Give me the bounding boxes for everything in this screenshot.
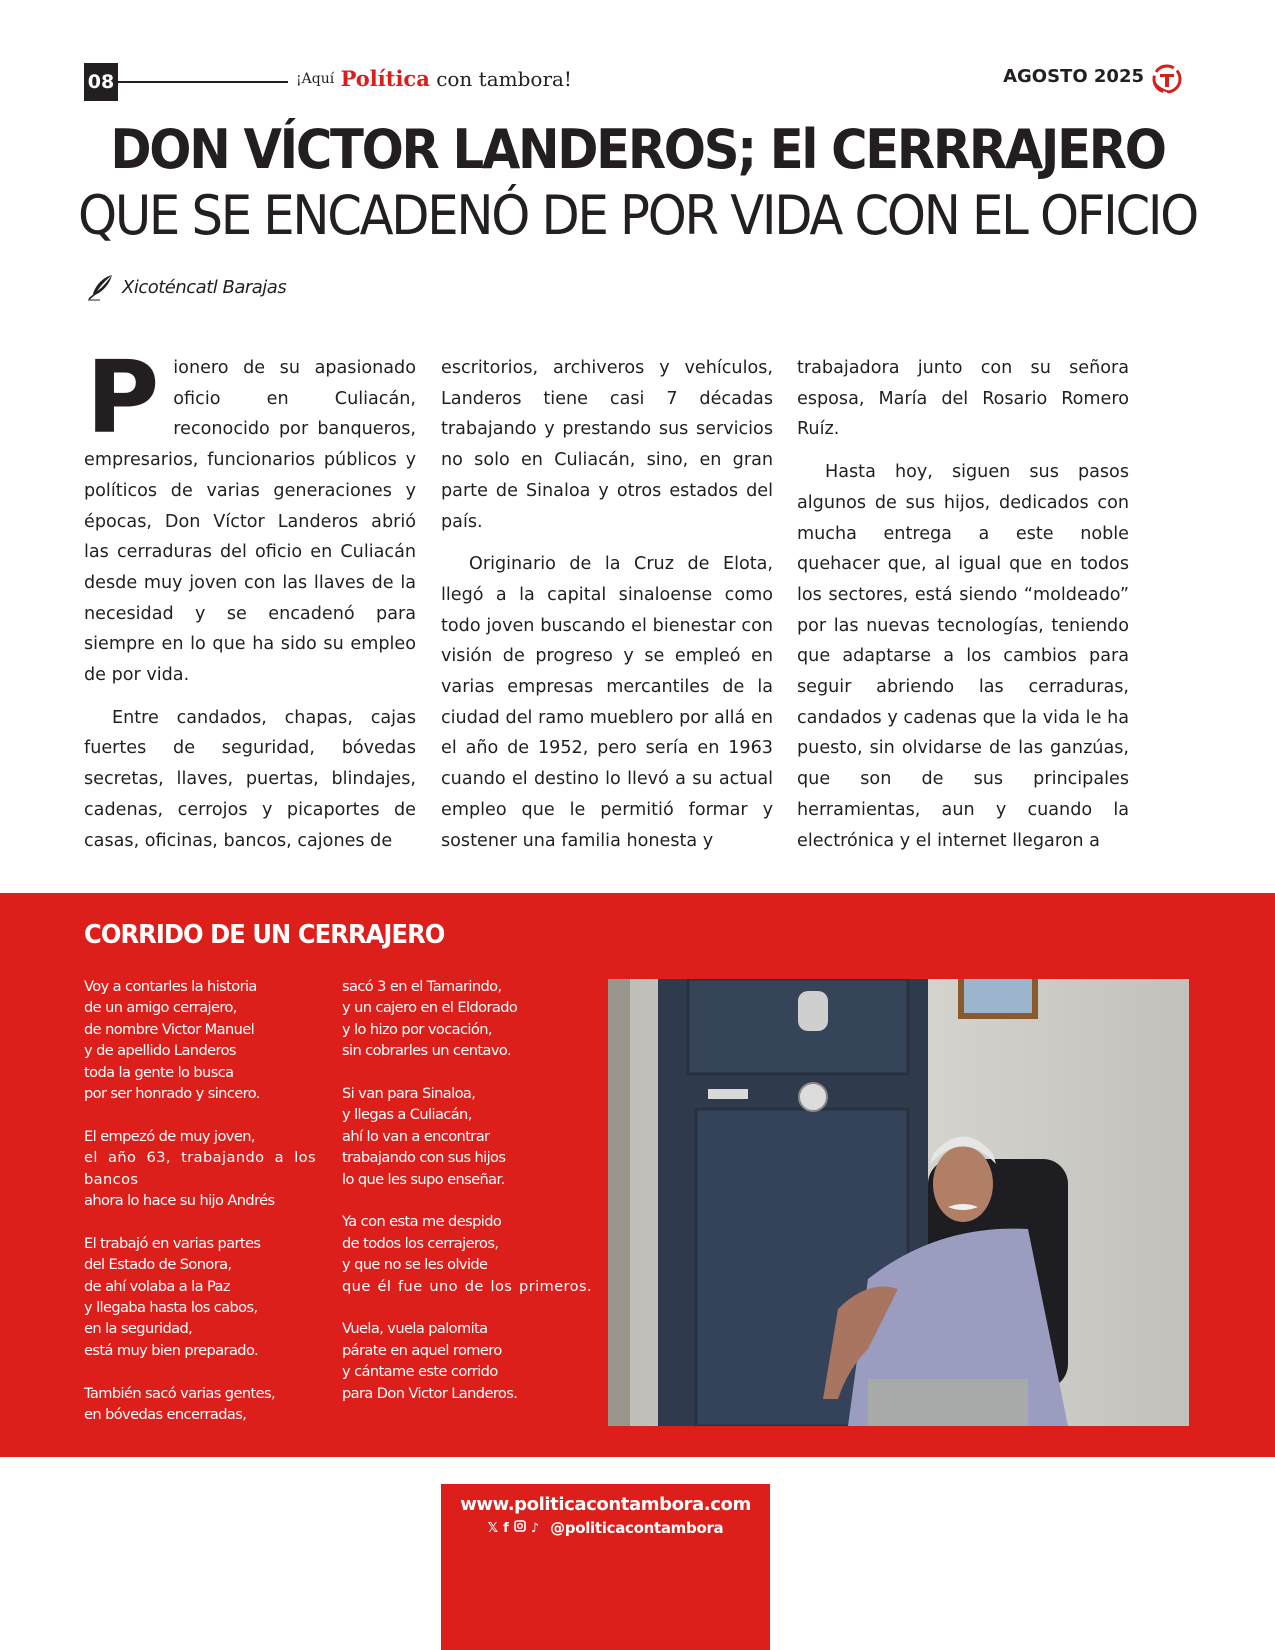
corrido-line: Ya con esta me despido (342, 1213, 502, 1231)
instagram-icon[interactable] (514, 1520, 526, 1536)
corrido-line: el año 63, trabajando a los bancos (84, 1149, 316, 1188)
corrido-line: sin cobrarles un centavo. (342, 1042, 511, 1060)
corrido-line: y que no se les olvide (342, 1256, 488, 1274)
article-paragraph: escritorios, archiveros y vehículos, Landeros tiene casi 7 décadas trabajando y prestando sus servicios no solo en Culiacán, sino, en gran parte de Sinaloa y otros estados del país. (441, 358, 773, 532)
tambora-logo-icon (1150, 62, 1184, 96)
article-column-1 (84, 339, 416, 868)
corrido-line: del Estado de Sonora, (84, 1256, 232, 1274)
tiktok-icon[interactable]: ♪ (530, 1520, 540, 1536)
corrido-line: de nombre Victor Manuel (84, 1020, 255, 1038)
corrido-line: y cántame este corrido (342, 1363, 498, 1381)
facebook-icon[interactable]: f (503, 1520, 509, 1536)
corrido-line: y llegas a Culiacán, (342, 1106, 472, 1124)
corrido-line: También sacó varias gentes, (84, 1384, 276, 1402)
social-links (441, 1519, 770, 1537)
corrido-line: sacó 3 en el Tamarindo, (342, 978, 502, 995)
website-link[interactable]: www.politicacontambora.com (460, 1494, 751, 1515)
corrido-line: por ser honrado y sincero. (84, 1085, 260, 1103)
drop-cap: P (86, 339, 160, 456)
header-rule (118, 81, 288, 83)
photo-illustration (608, 979, 1189, 1426)
corrido-line: El empezó de muy joven, (84, 1127, 255, 1145)
article-paragraph (84, 339, 416, 691)
article-title-line1: DON VÍCTOR LANDEROS; El CERRRAJERO (110, 118, 1165, 181)
corrido-stanza (84, 1383, 316, 1426)
corrido-stanza (84, 976, 316, 1104)
corrido-line: que él fue uno de los primeros. (342, 1277, 592, 1295)
article-column-2 (441, 353, 773, 868)
corrido-stanza (342, 1318, 592, 1404)
article-column-3 (797, 353, 1129, 868)
corrido-line: Vuela, vuela palomita (342, 1320, 488, 1338)
corrido-line: para Don Victor Landeros. (342, 1384, 518, 1402)
corrido-line: y de apellido Landeros (84, 1042, 236, 1060)
page-number: 08 (84, 63, 118, 101)
corrido-stanza (84, 1233, 316, 1361)
article-paragraph: Originario de la Cruz de Elota, llegó a la capital sinaloense como todo joven buscando el bienestar con visión de progreso y se empleó en varias empresas mercantiles de la ciudad del ramo mueblero por allá en el año de 1952, pero sería en 1963 cuando el destino lo llevó a su actual empleo que le permitió formar y sostener una familia honesta y (441, 554, 773, 851)
article-paragraph: Hasta hoy, siguen sus pasos algunos de sus hijos, dedicados con mucha entrega a este noble quehacer que, al igual que en todos los sectores, está siendo “moldeado” por las nuevas tecnologías, teniendo que adaptarse a los cambios para seguir abriendo las cerraduras, candados y cadenas que la vida le ha puesto, sin olvidarse de las ganzúas, que son de sus principales herramientas, aun y cuando la electrónica y el internet llegaron a (797, 462, 1129, 851)
corrido-line: lo que les supo enseñar. (342, 1170, 505, 1188)
page-header (84, 58, 1190, 102)
corrido-line: ahora lo hace su hijo Andrés (84, 1192, 275, 1210)
corrido-line: de ahí volaba a la Paz (84, 1277, 230, 1295)
footer-banner (441, 1484, 770, 1650)
corrido-line: y un cajero en el Eldorado (342, 999, 518, 1017)
corrido-stanza (342, 1211, 592, 1297)
corrido-stanza (342, 976, 592, 1062)
tagline-suffix: con tambora! (436, 67, 572, 91)
corrido-line: ahí lo van a encontrar (342, 1127, 490, 1145)
corrido-line: Si van para Sinaloa, (342, 1085, 476, 1103)
author-name: Xicoténcatl Barajas (122, 276, 287, 298)
corrido-line: en la seguridad, (84, 1320, 193, 1338)
article-paragraph: Entre candados, chapas, cajas fuertes de seguridad, bóvedas secretas, llaves, puertas, blindajes, cadenas, cerrojos y picaportes de casas, oficinas, bancos, cajones de (84, 707, 416, 851)
corrido-line: está muy bien preparado. (84, 1341, 259, 1359)
author-byline (86, 272, 286, 302)
tagline-prefix: ¡Aquí (296, 71, 335, 87)
corrido-stanza (84, 1126, 316, 1212)
social-handle[interactable]: @politicacontambora (550, 1519, 724, 1537)
corrido-line: toda la gente lo busca (84, 1063, 234, 1081)
tagline-brand: Política (340, 66, 430, 91)
corrido-line: El trabajó en varias partes (84, 1234, 261, 1252)
corrido-line: y llegaba hasta los cabos, (84, 1299, 258, 1317)
corrido-line: de todos los cerrajeros, (342, 1234, 499, 1252)
corrido-line: párate en aquel romero (342, 1341, 502, 1359)
paragraph-text: ionero de su apasionado oficio en Culiacán, reconocido por banqueros, empresarios, funcionarios públicos y políticos de varias generaciones y épocas, Don Víctor Landeros abrió las cerraduras del oficio en Culiacán desde muy joven con las llaves de la necesidad y se encadenó para siempre en lo que ha sido su empleo de por vida. (84, 358, 416, 686)
corrido-stanza (342, 1083, 592, 1190)
corrido-line: Voy a contarles la historia (84, 978, 257, 995)
corrido-line: en bóvedas encerradas, (84, 1406, 247, 1424)
corrido-title: CORRIDO DE UN CERRAJERO (84, 920, 445, 950)
x-icon[interactable]: 𝕏 (487, 1520, 499, 1536)
corrido-line: y lo hizo por vocación, (342, 1020, 492, 1038)
publication-tagline (296, 66, 572, 91)
article-paragraph: trabajadora junto con su señora esposa, María del Rosario Romero Ruíz. (797, 358, 1129, 440)
corrido-line: trabajando con sus hijos (342, 1149, 506, 1167)
quill-pen-icon (86, 272, 116, 302)
portrait-photo (608, 979, 1189, 1426)
corrido-column-1 (84, 976, 316, 1447)
article-title-line2: QUE SE ENCADENÓ DE POR VIDA CON EL OFICIO (78, 184, 1197, 247)
issue-date: AGOSTO 2025 (1003, 66, 1144, 87)
corrido-column-2 (342, 976, 592, 1425)
corrido-line: de un amigo cerrajero, (84, 999, 237, 1017)
